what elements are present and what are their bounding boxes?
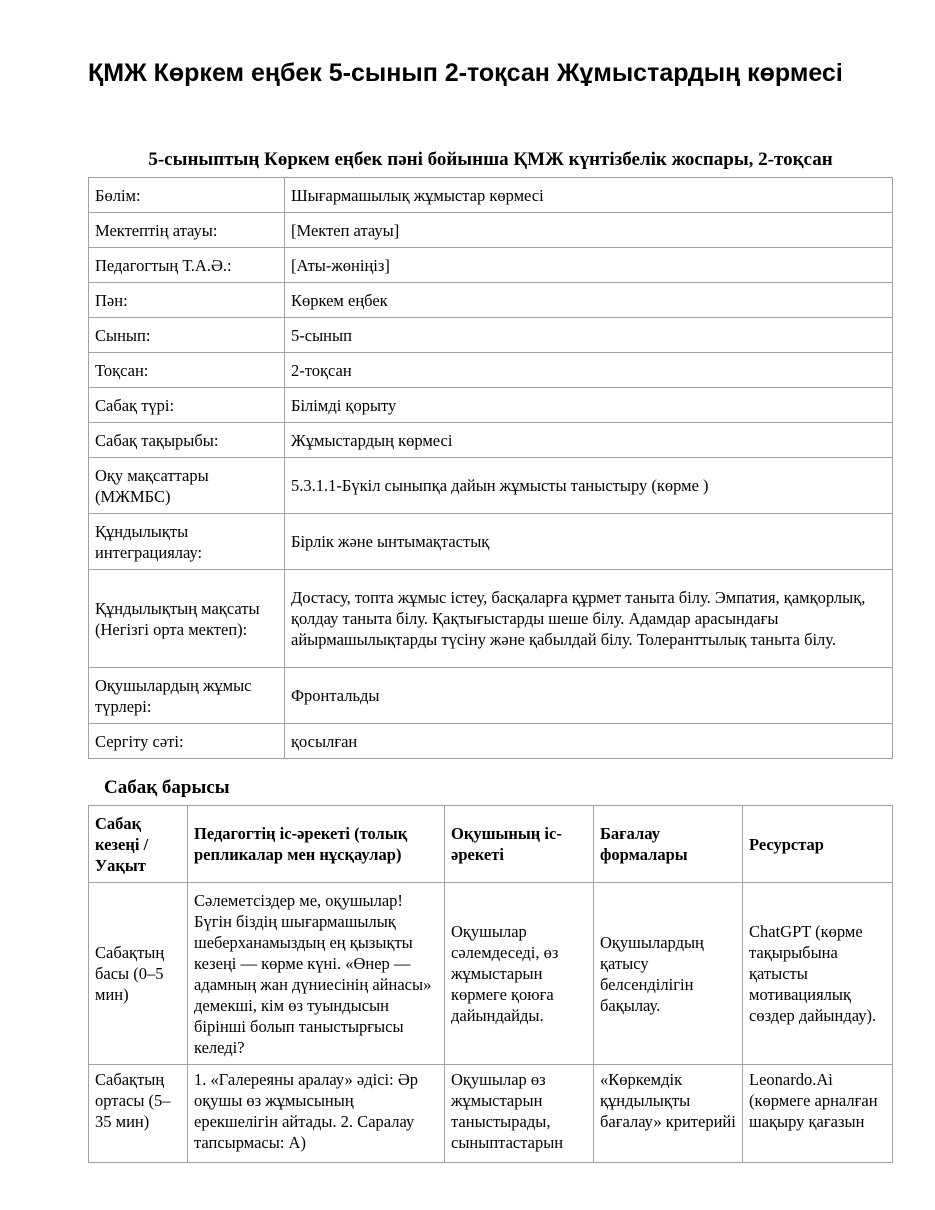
row-label: Оқу мақсаттары (МЖМБС) [89, 458, 285, 514]
resources-cell: ChatGPT (көрме тақырыбына қатысты мотивациялық сөздер дайындау). [743, 883, 893, 1065]
assessment-cell: Оқушылардың қатысу белсенділігін бақылау. [594, 883, 743, 1065]
lesson-table [88, 805, 893, 1163]
row-label: Педагогтың Т.А.Ә.: [89, 248, 285, 283]
row-label: Құндылықты интеграциялау: [89, 514, 285, 570]
column-header-student: Оқушының іс-әрекеті [445, 806, 594, 883]
stage-cell: Сабақтың басы (0–5 мин) [89, 883, 188, 1065]
row-value: Жұмыстардың көрмесі [285, 423, 893, 458]
table-row [89, 724, 893, 759]
teacher-cell: Сәлеметсіздер ме, оқушылар! Бүгін біздің шығармашылық шеберханамыздың ең қызықты кезеңі — көрме күні. «Өнер — адамның жан дүниесінің айнасы» демекші, кім өз туындысын бірінші болып таныстырғысы келеді? [188, 883, 445, 1065]
row-value: қосылған [285, 724, 893, 759]
row-value: [Мектеп атауы] [285, 213, 893, 248]
table-row [89, 570, 893, 668]
lesson-section-heading: Сабақ барысы [104, 777, 230, 798]
table-row [89, 1065, 893, 1163]
row-value: Шығармашылық жұмыстар көрмесі [285, 178, 893, 213]
teacher-cell: 1. «Галереяны аралау» әдісі: Әр оқушы өз жұмысының ерекшелігін айтады. 2. Саралау тапсырмасы: А) [188, 1065, 445, 1163]
table-row [89, 458, 893, 514]
table-row [89, 668, 893, 724]
row-label: Пән: [89, 283, 285, 318]
row-label: Құндылықтың мақсаты (Негізгі орта мектеп): [89, 570, 285, 668]
row-label: Оқушылардың жұмыс түрлері: [89, 668, 285, 724]
plan-info-table [88, 177, 893, 759]
table-row [89, 283, 893, 318]
table-row [89, 178, 893, 213]
document-title: ҚМЖ Көркем еңбек 5-сынып 2-тоқсан Жұмыстардың көрмесі [88, 59, 843, 87]
table-row [89, 514, 893, 570]
table-row [89, 353, 893, 388]
row-label: Сабақ тақырыбы: [89, 423, 285, 458]
column-header-teacher: Педагогтің іс-әрекеті (толық репликалар мен нұсқаулар) [188, 806, 445, 883]
row-value: 5-сынып [285, 318, 893, 353]
table-row [89, 248, 893, 283]
row-label: Мектептің атауы: [89, 213, 285, 248]
row-value: Бірлік және ынтымақтастық [285, 514, 893, 570]
row-value: Көркем еңбек [285, 283, 893, 318]
table-row [89, 883, 893, 1065]
assessment-cell: «Көркемдік құндылықты бағалау» критерийі [594, 1065, 743, 1163]
resources-cell: Leonardo.Ai (көрмеге арналған шақыру қағазын [743, 1065, 893, 1163]
document-page [88, 0, 893, 1163]
row-value: 5.3.1.1-Бүкіл сыныпқа дайын жұмысты таныстыру (көрме ) [285, 458, 893, 514]
plan-title: 5-сыныптың Көркем еңбек пәні бойынша ҚМЖ күнтізбелік жоспары, 2-тоқсан [148, 149, 833, 170]
table-row [89, 423, 893, 458]
table-row [89, 213, 893, 248]
table-row [89, 388, 893, 423]
table-row [89, 318, 893, 353]
student-cell: Оқушылар өз жұмыстарын таныстырады, сыныптастарын [445, 1065, 594, 1163]
column-header-assessment: Бағалау формалары [594, 806, 743, 883]
student-cell: Оқушылар сәлемдеседі, өз жұмыстарын көрмеге қоюға дайындайды. [445, 883, 594, 1065]
row-value: Білімді қорыту [285, 388, 893, 423]
row-label: Сабақ түрі: [89, 388, 285, 423]
column-header-stage: Сабақ кезеңі / Уақыт [89, 806, 188, 883]
row-value: Фронтальды [285, 668, 893, 724]
row-value: Достасу, топта жұмыс істеу, басқаларға құрмет таныта білу. Эмпатия, қамқорлық, қолдау таныта білу. Қақтығыстарды шеше білу. Адамдар арасындағы айырмашылықтарды түсіну және қабылдай білу. Толеранттылық таныта білу. [285, 570, 893, 668]
row-label: Сергіту сәті: [89, 724, 285, 759]
stage-cell: Сабақтың ортасы (5–35 мин) [89, 1065, 188, 1163]
row-label: Тоқсан: [89, 353, 285, 388]
row-value: [Аты-жөніңіз] [285, 248, 893, 283]
column-header-resources: Ресурстар [743, 806, 893, 883]
row-label: Бөлім: [89, 178, 285, 213]
row-value: 2-тоқсан [285, 353, 893, 388]
table-header-row [89, 806, 893, 883]
row-label: Сынып: [89, 318, 285, 353]
